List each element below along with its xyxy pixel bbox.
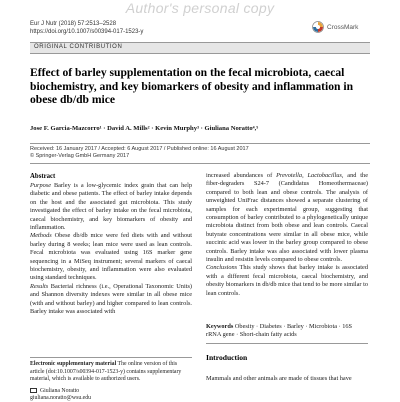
- introduction-heading: Introduction: [206, 353, 248, 362]
- genus-prevotella: Prevotella: [276, 172, 303, 179]
- results-label: Results: [30, 282, 49, 290]
- methods-text: Obese db/db mice were fed diets with and without barley during 8 weeks; lean mice were used as lean controls. Fecal microbiota was evaluated using 16S marker gene sequencing in a MiSeq instrument; several markers of caecal biochemistry, obesity, and inflammation were also evaluated using standard techniques.: [30, 232, 192, 282]
- results-text: Bacterial richness (i.e., Operational Taxonomic Units) and Shannon diversity indexes were similar in all obese mice (with and without barley) and higher compared to lean controls. Barley intake was associated with: [30, 282, 193, 316]
- introduction-text: Mammals and other animals are made of tissues that have: [206, 375, 352, 382]
- divider-top: [30, 143, 370, 144]
- results-cont-text-2: , and the fiber-degraders S24-7 (Candidatus Homeothermaceae) compared to both lean and obese controls. The analysis of unweighted UniFrac distances showed a separate clustering of samples for each experimental group, suggesting that consumption of barley contributed to a phylogenetically unique microbiota distinct from both obese and lean controls. Caecal butyrate concentrations were similar in all obese mice, while succinic acid was lower in the barley group compared to obese controls. Barley intake was also associated with lower plasma insulin and resistin levels compared to obese controls.: [206, 172, 368, 264]
- supplementary-note: [30, 361, 192, 384]
- esm-heading: Electronic supplementary material: [30, 361, 117, 367]
- section-label: ORIGINAL CONTRIBUTION: [34, 44, 123, 50]
- keywords-divider: [206, 343, 368, 344]
- watermark: Author's personal copy: [125, 0, 275, 16]
- abstract-methods: [30, 232, 192, 282]
- journal-meta: [30, 20, 143, 36]
- journal-citation: Eur J Nutr (2018) 57:2513–2528: [30, 21, 117, 27]
- author-list: Jose F. Garcia-Mazcorro¹ · David A. Mills² · Kevin Murphy³ · Giuliana Noratto⁴,⁵: [30, 125, 259, 132]
- corresponding-email[interactable]: giuliana.noratto@wsu.edu: [30, 395, 92, 401]
- purpose-text: Barley is a low-glycemic index grain that can help diabetic and obese patients. The effect of barley intake depends on the host and the associated gut microbiota. This study investigated the effect of barley intake on the fecal microbiota, caecal biochemistry, and key biomarkers of obesity and inflammation.: [30, 182, 192, 232]
- conclusions-label: Conclusions: [206, 264, 238, 272]
- abstract-heading: Abstract: [30, 173, 56, 180]
- methods-label: Methods: [30, 232, 52, 240]
- copyright-line: © Springer-Verlag GmbH Germany 2017: [30, 153, 130, 159]
- results-cont-sep: ,: [302, 172, 308, 179]
- conclusions-text: This study shows that barley intake is associated with a different fecal microbiota, caecal biochemistry, and obesity biomarkers in db/db mice that tend to be more similar to lean controls.: [206, 264, 368, 297]
- crossmark-label: CrossMark: [327, 23, 359, 31]
- corresponding-name: Giuliana Noratto: [40, 388, 80, 394]
- history-dates: Received: 16 January 2017 / Accepted: 6 August 2017 / Published online: 16 August 2017: [30, 146, 249, 152]
- purpose-label: Purpose: [30, 182, 51, 189]
- divider-bottom: [30, 163, 370, 164]
- section-band: [30, 42, 370, 54]
- keywords: [206, 323, 368, 340]
- abstract-conclusions: [206, 264, 368, 298]
- keywords-label: Keywords: [206, 323, 234, 330]
- abstract-right-column: [206, 172, 368, 298]
- doi-link[interactable]: https://doi.org/10.1007/s00394-017-1523-y: [30, 29, 144, 35]
- esm-text[interactable]: The online version of this article (doi:10.1007/s00394-017-1523-y) contains supplementary material, which is available to authorized users.: [30, 361, 182, 382]
- crossmark-badge[interactable]: [312, 21, 358, 33]
- abstract-purpose: [30, 182, 192, 232]
- genus-lactobacillus: Lactobacillus: [307, 172, 342, 179]
- results-cont-text: increased abundances of: [206, 172, 277, 179]
- article-title: Effect of barley supplementation on the fecal microbiota, caecal biochemistry, and key biomarkers of obesity and inflammation in obese db/db mice: [30, 66, 354, 107]
- article-dates: [30, 146, 370, 160]
- esm-divider: [30, 357, 192, 358]
- abstract-left-column: [30, 172, 192, 317]
- keywords-text: Obesity · Diabetes · Barley · Microbiota · 16S rRNA gene · Short-chain fatty acids: [206, 323, 353, 339]
- abstract-results: [30, 283, 192, 317]
- abstract-results-continued: [206, 172, 368, 264]
- crossmark-icon: [312, 21, 324, 33]
- envelope-icon: [30, 388, 37, 393]
